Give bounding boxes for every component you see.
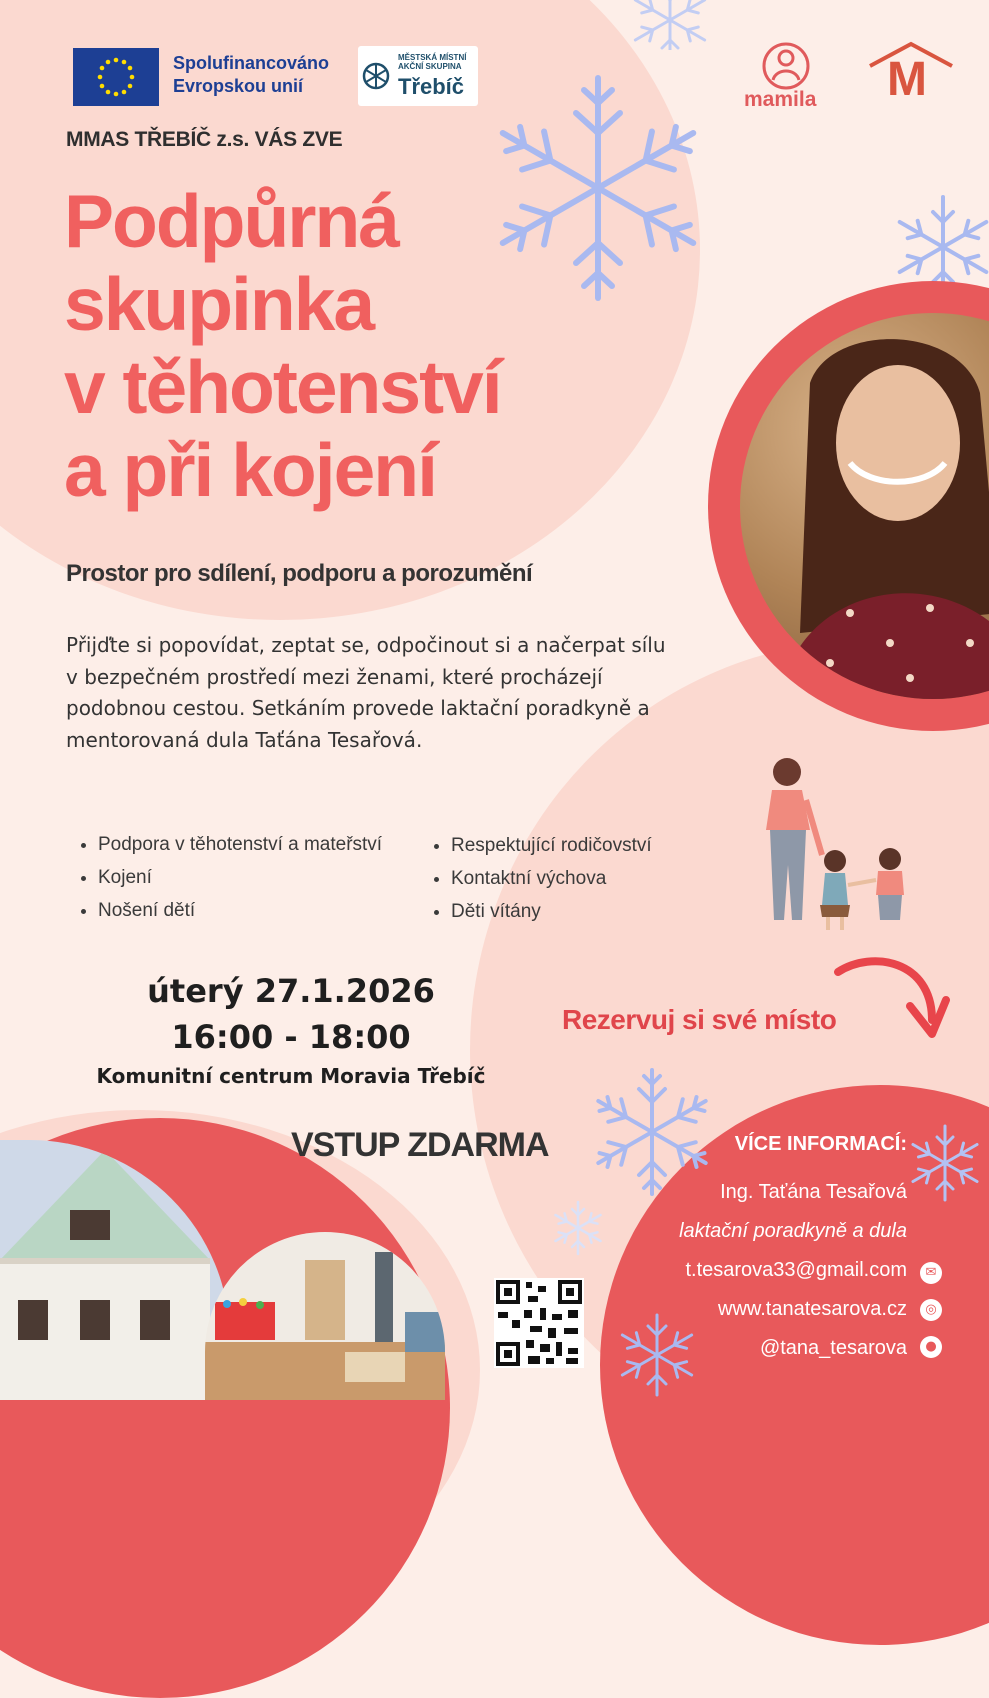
subtitle: Prostor pro sdílení, podporu a porozumění bbox=[66, 560, 533, 587]
free-entry: VSTUP ZDARMA bbox=[291, 1126, 549, 1164]
snowflake-icon bbox=[584, 1064, 720, 1200]
mas-small-line1: MĚSTSKÁ MÍSTNÍ bbox=[398, 53, 467, 62]
eu-text-line2: Evropskou unií bbox=[173, 76, 304, 96]
event-place: Komunitní centrum Moravia Třebíč bbox=[96, 1064, 486, 1088]
title-line-1: Podpůrná bbox=[64, 179, 398, 263]
description: Přijďte si popovídat, zeptat se, odpočinout si a načerpat sílu v bezpečném prostředí mezi ženami, které procházejí podobnou cestou. Setkáním provede laktační poradkyně a mentorovaná dula Taťána Tesařová. bbox=[66, 633, 666, 752]
reserve-text: Rezervuj si své místo bbox=[562, 1004, 837, 1035]
user-icon: ● bbox=[920, 1336, 942, 1358]
event-time: 16:00 - 18:00 bbox=[171, 1018, 411, 1056]
contact-email[interactable]: t.tesarova33@gmail.com bbox=[685, 1259, 907, 1281]
eu-text-line1: Spolufinancováno bbox=[173, 53, 330, 73]
mail-icon: ✉ bbox=[920, 1262, 942, 1284]
snowflake-icon bbox=[548, 1198, 608, 1258]
mas-big-text: Třebíč bbox=[398, 74, 465, 99]
title-line-4: a při kojení bbox=[64, 428, 436, 512]
mamila-logo-icon bbox=[760, 40, 812, 92]
contact-heading: VÍCE INFORMACÍ: bbox=[734, 1133, 907, 1155]
mas-small-line2: AKČNÍ SKUPINA bbox=[398, 62, 462, 71]
eu-cofinanced-text bbox=[173, 52, 329, 98]
arrow-icon bbox=[832, 950, 952, 1045]
contact-role: laktační poradkyně a dula bbox=[679, 1220, 907, 1242]
qr-code bbox=[494, 1278, 584, 1368]
bullet-list-left bbox=[66, 828, 438, 927]
list-item: • Nošení dětí bbox=[98, 894, 438, 927]
list-item: • Kontaktní výchova bbox=[451, 862, 711, 895]
snowflake-icon bbox=[904, 1122, 986, 1204]
list-item: • Děti vítány bbox=[451, 895, 711, 928]
m-logo-letter: M bbox=[887, 53, 927, 106]
contact-web[interactable]: www.tanatesarova.cz bbox=[718, 1298, 907, 1320]
mas-small-text bbox=[398, 53, 466, 71]
title-line-2: skupinka bbox=[64, 262, 374, 346]
snowflake-icon bbox=[625, 0, 715, 50]
contact-name: Ing. Taťána Tesařová bbox=[720, 1181, 907, 1203]
mas-logo-icon bbox=[362, 54, 392, 98]
family-illustration bbox=[750, 755, 930, 935]
invite-line: MMAS TŘEBÍČ z.s. VÁS ZVE bbox=[66, 128, 343, 151]
bullet-list-right bbox=[419, 829, 711, 928]
event-date: úterý 27.1.2026 bbox=[147, 972, 435, 1010]
globe-icon: ◎ bbox=[920, 1299, 942, 1321]
eu-flag-icon bbox=[73, 48, 159, 106]
list-item: • Respektující rodičovství bbox=[451, 829, 711, 862]
snowflake-icon bbox=[612, 1310, 702, 1400]
contact-social[interactable]: @tana_tesarova bbox=[759, 1337, 907, 1359]
list-item: • Podpora v těhotenství a mateřství bbox=[98, 828, 438, 861]
mamila-logo-text: mamila bbox=[744, 88, 817, 111]
list-item: • Kojení bbox=[98, 861, 438, 894]
event-datetime bbox=[66, 968, 516, 1060]
main-title bbox=[64, 180, 684, 512]
title-line-3: v těhotenství bbox=[64, 345, 501, 429]
